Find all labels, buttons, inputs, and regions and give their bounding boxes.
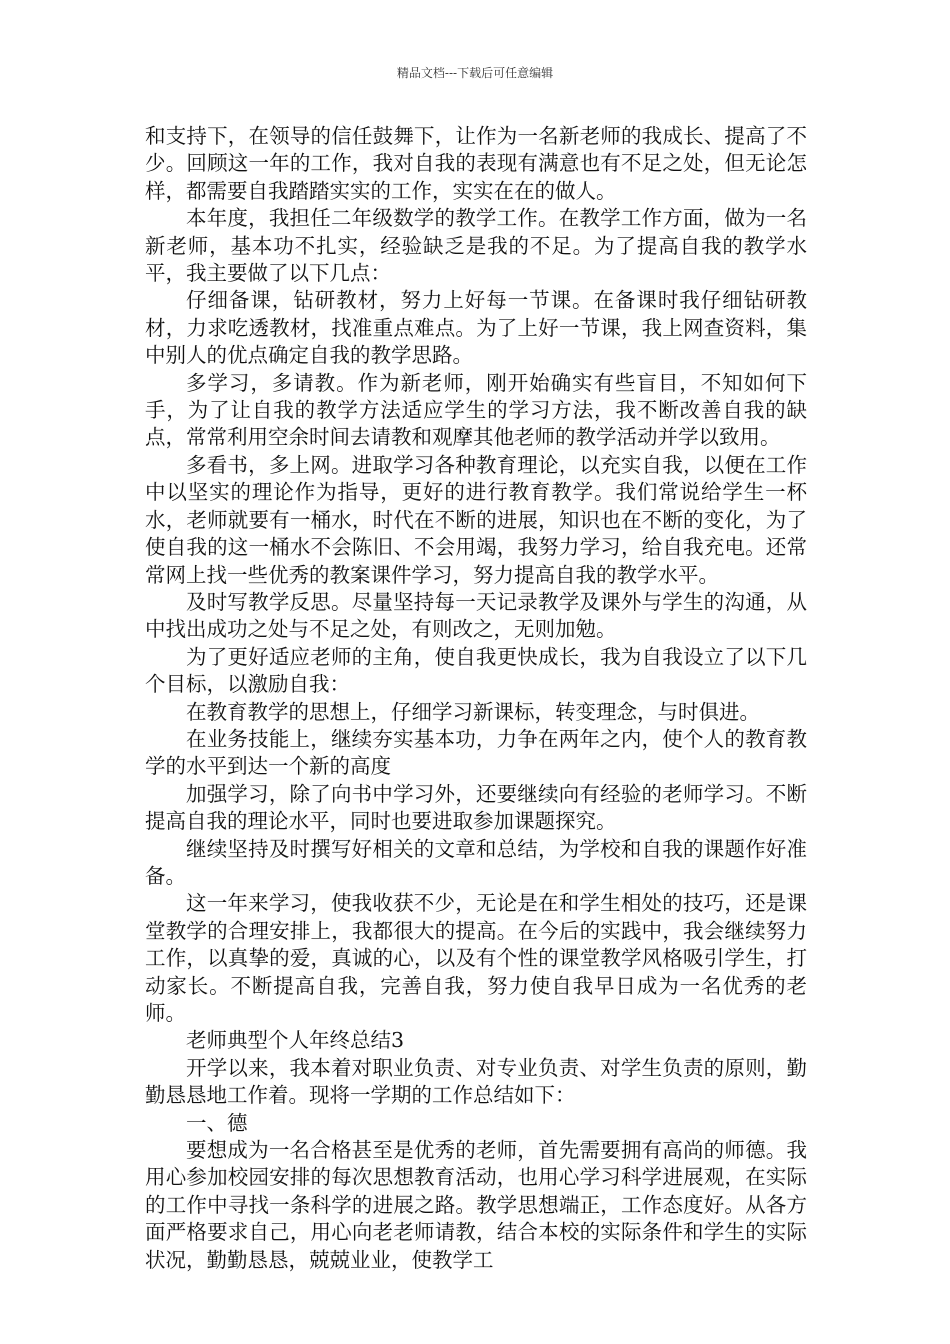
paragraph: 多学习，多请教。作为新老师，刚开始确实有些盲目，不知如何下手，为了让自我的教学方法适应学生的学习方法，我不断改善自我的缺点，常常利用空余时间去请教和观摩其他老师的教学活动并学以致用。 (145, 370, 807, 450)
paragraph: 加强学习，除了向书中学习外，还要继续向有经验的老师学习。不断提高自我的理论水平，同时也要进取参加课题探究。 (145, 781, 807, 834)
paragraph: 这一年来学习，使我收获不少，无论是在和学生相处的技巧，还是课堂教学的合理安排上，我都很大的提高。在今后的实践中，我会继续努力工作，以真挚的爱，真诚的心，以及有个性的课堂教学风格吸引学生，打动家长。不断提高自我，完善自我，努力使自我早日成为一名优秀的老师。 (145, 891, 807, 1025)
document-body (145, 123, 807, 1274)
paragraph: 本年度，我担任二年级数学的教学工作。在教学工作方面，做为一名新老师，基本功不扎实，经验缺乏是我的不足。为了提高自我的教学水平，我主要做了以下几点： (145, 206, 807, 286)
paragraph: 要想成为一名合格甚至是优秀的老师，首先需要拥有高尚的师德。我用心参加校园安排的每次思想教育活动，也用心学习科学进展观，在实际的工作中寻找一条科学的进展之路。教学思想端正，工作态度好。从各方面严格要求自己，用心向老老师请教，结合本校的实际条件和学生的实际状况，勤勤恳恳，兢兢业业，使教学工 (145, 1138, 807, 1272)
section-heading: 老师典型个人年终总结3 (186, 1028, 405, 1053)
paragraph: 及时写教学反思。尽量坚持每一天记录教学及课外与学生的沟通，从中找出成功之处与不足之处，有则改之，无则加勉。 (145, 589, 807, 642)
section-heading: 一、德 (186, 1110, 248, 1135)
paragraph: 继续坚持及时撰写好相关的文章和总结，为学校和自我的课题作好准备。 (145, 836, 807, 888)
page-header: 精品文档---下载后可任意编辑 (396, 66, 554, 80)
paragraph: 在教育教学的思想上，仔细学习新课标，转变理念，与时俱进。 (186, 699, 760, 724)
paragraph: 和支持下，在领导的信任鼓舞下，让作为一名新老师的我成长、提高了不少。回顾这一年的工作，我对自我的表现有满意也有不足之处，但无论怎样，都需要自我踏踏实实的工作，实实在在的做人。 (145, 124, 807, 203)
paragraph: 仔细备课，钻研教材，努力上好每一节课。在备课时我仔细钻研教材，力求吃透教材，找准重点难点。为了上好一节课，我上网查资料，集中别人的优点确定自我的教学思路。 (145, 288, 807, 368)
paragraph: 为了更好适应老师的主角，使自我更快成长，我为自我设立了以下几个目标，以激励自我： (145, 644, 807, 697)
paragraph: 在业务技能上，继续夯实基本功，力争在两年之内，使个人的教育教学的水平到达一个新的高度 (145, 726, 807, 779)
paragraph: 多看书，多上网。进取学习各种教育理论，以充实自我，以便在工作中以坚实的理论作为指导，更好的进行教育教学。我们常说给学生一杯水，老师就要有一桶水，时代在不断的进展，知识也在不断的变化，为了使自我的这一桶水不会陈旧、不会用竭，我努力学习，给自我充电。还常常网上找一些优秀的教案课件学习，努力提高自我的教学水平。 (145, 452, 807, 587)
paragraph: 开学以来，我本着对职业负责、对专业负责、对学生负责的原则，勤勤恳恳地工作着。现将一学期的工作总结如下： (145, 1055, 807, 1108)
